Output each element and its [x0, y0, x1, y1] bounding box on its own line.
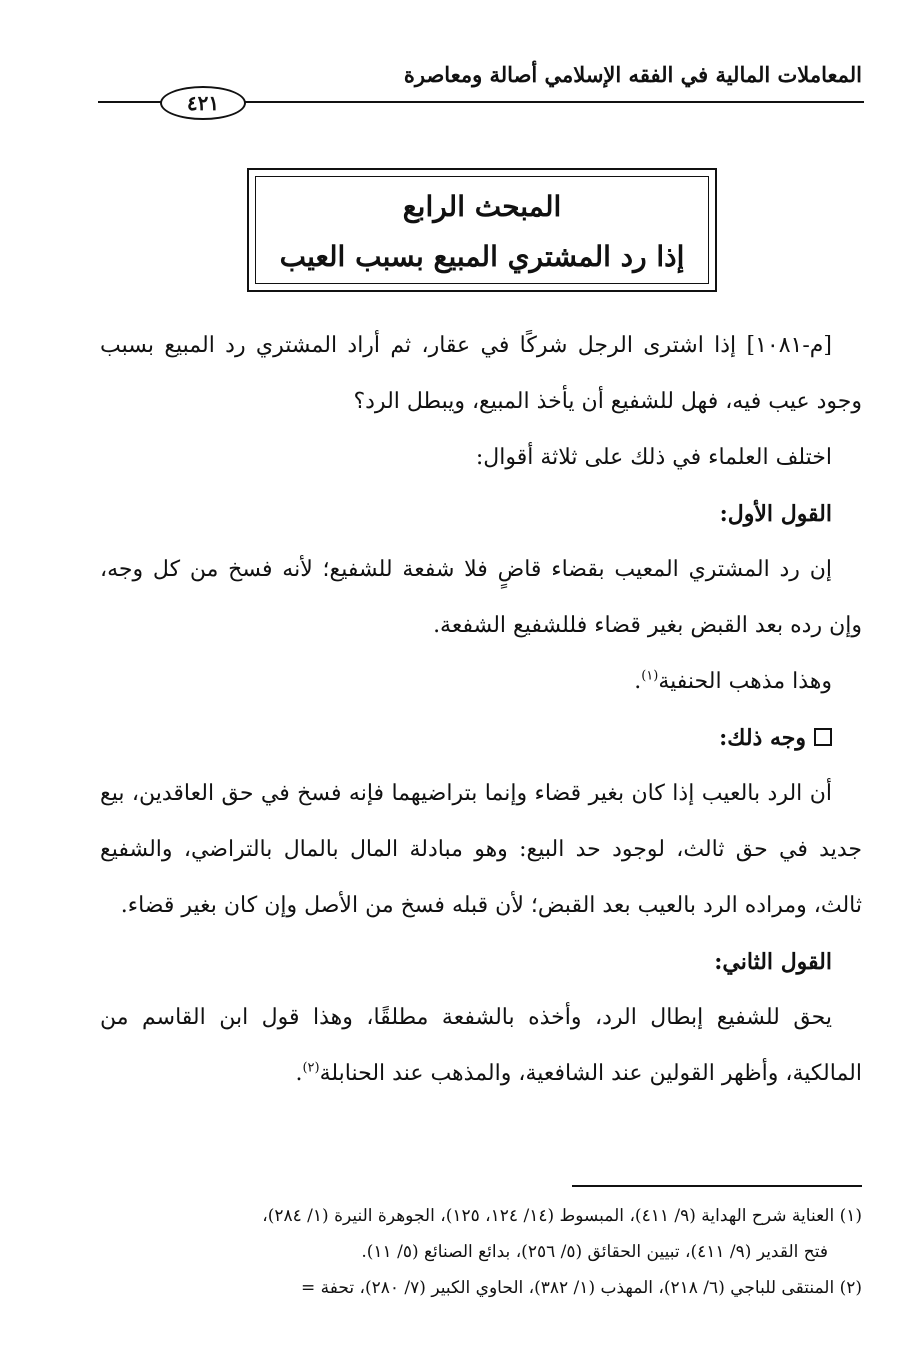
paragraph-hanafi — [100, 654, 862, 710]
heading-reasoning — [100, 710, 862, 766]
hanafi-text: وهذا مذهب الحنفية — [658, 669, 832, 694]
footnote-1-line-2: فتح القدير (٩/ ٤١١)، تبيين الحقائق (٥/ ٢٥٦)، بدائع الصنائع (٥/ ١١). — [361, 1242, 828, 1262]
heading-first-opinion: القول الأول: — [719, 501, 832, 527]
checkbox-icon — [814, 728, 832, 746]
hanafi-end: . — [634, 669, 642, 694]
section-subheading: إذا رد المشتري المبيع بسبب العيب — [279, 240, 685, 273]
running-header-title: المعاملات المالية في الفقه الإسلامي أصالة ومعاصرة — [403, 62, 862, 87]
section-title-box — [247, 168, 717, 292]
section-heading: المبحث الرابع — [402, 190, 562, 223]
paragraph-intro: اختلف العلماء في ذلك على ثلاثة أقوال: — [475, 445, 832, 470]
footnote-ref-2[interactable]: (٢) — [302, 1060, 320, 1076]
heading-reasoning-label: وجه ذلك: — [719, 725, 806, 751]
paragraph-question: [م-١٠٨١] إذا اشترى الرجل شركًا في عقار، ثم أراد المشتري رد المبيع بسبب وجود عيب فيه، فهل للشفيع أن يأخذ المبيع، ويبطل الرد؟ — [100, 333, 862, 414]
paragraph-second-opinion — [100, 990, 862, 1102]
footnote-separator — [572, 1185, 862, 1187]
heading-second-opinion: القول الثاني: — [714, 949, 832, 975]
second-opinion-end: . — [295, 1061, 303, 1086]
footnote-2-line-1: (٢) المنتقى للباجي (٦/ ٢١٨)، المهذب (١/ ٣٨٢)، الحاوي الكبير (٧/ ٢٨٠)، تحفة = — [301, 1278, 862, 1298]
page-number: ٤٢١ — [160, 86, 246, 120]
footnotes — [96, 1198, 862, 1306]
second-opinion-text: يحق للشفيع إبطال الرد، وأخذه بالشفعة مطلقًا، وهذا قول ابن القاسم من المالكية، وأظهر القولين عند الشافعية، والمذهب عند الحنابلة — [100, 1005, 862, 1086]
paragraph-reasoning: أن الرد بالعيب إذا كان بغير قضاء وإنما بتراضيهما فإنه فسخ في حق العاقدين، بيع جديد في حق ثالث، لوجود حد البيع: وهو مبادلة المال بالمال بالتراضي، والشفيع ثالث، ومراده الرد بالعيب بعد القبض؛ لأن قبله فسخ من الأصل وإن كان بغير قضاء. — [100, 781, 862, 918]
main-text — [100, 318, 862, 1102]
footnote-ref-1[interactable]: (١) — [641, 668, 659, 684]
paragraph-first-opinion: إن رد المشتري المعيب بقضاء قاضٍ فلا شفعة للشفيع؛ لأنه فسخ من كل وجه، وإن رده بعد القبض بغير قضاء فللشفيع الشفعة. — [100, 557, 862, 638]
footnote-1-line-1: (١) العناية شرح الهداية (٩/ ٤١١)، المبسوط (١٤/ ١٢٤، ١٢٥)، الجوهرة النيرة (١/ ٢٨٤)، — [262, 1206, 862, 1226]
